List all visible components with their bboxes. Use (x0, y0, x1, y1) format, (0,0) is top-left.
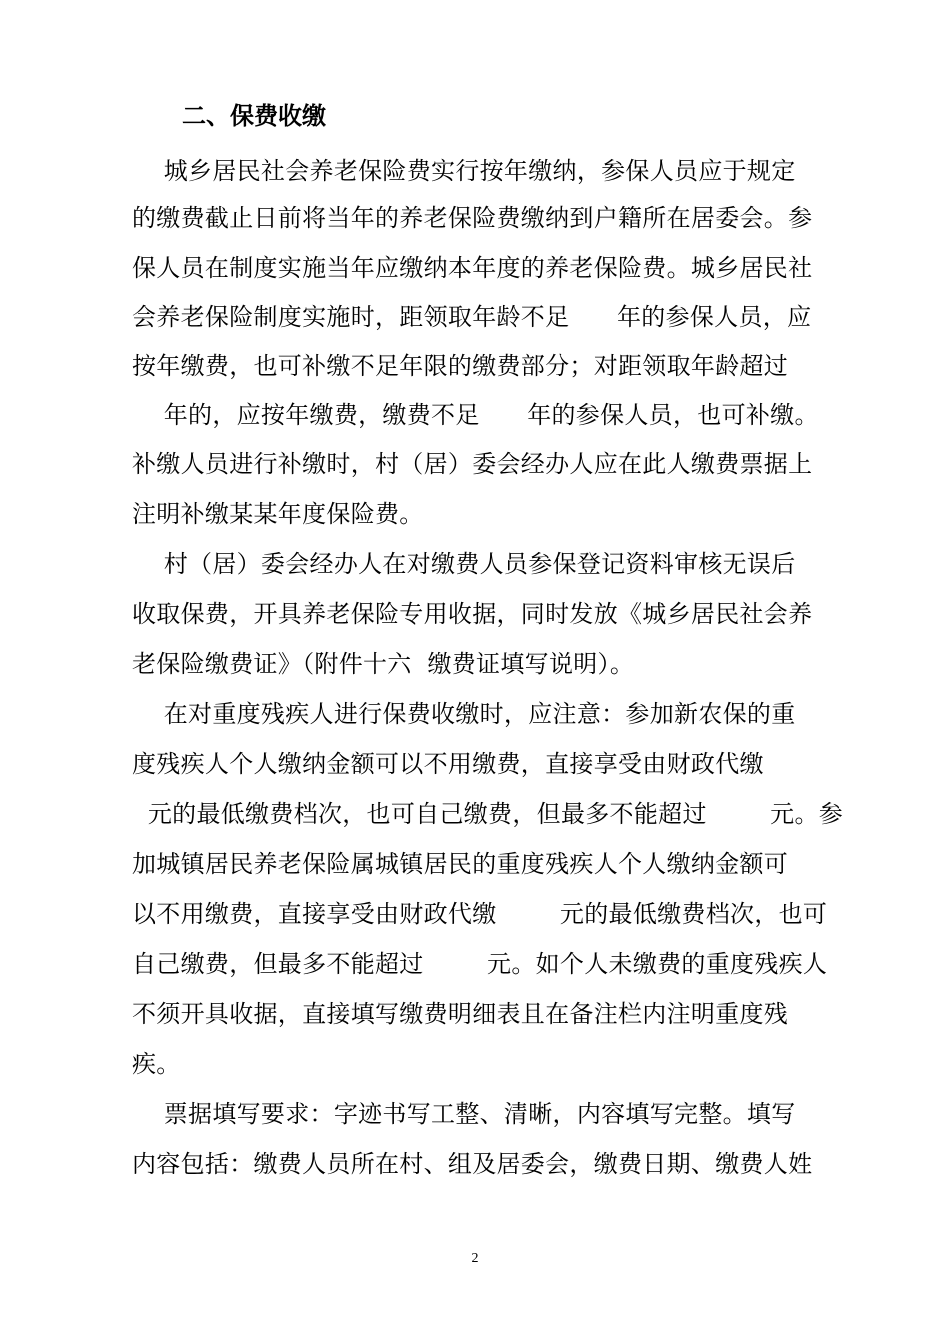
body-line-3: 保人员在制度实施当年应缴纳本年度的养老保险费。城乡居民社 (132, 254, 813, 282)
body-line-2: 的缴费截止日前将当年的养老保险费缴纳到户籍所在居委会。参 (132, 204, 813, 232)
body-line-4: 会养老保险制度实施时，距领取年龄不足 年的参保人员，应 (132, 303, 812, 331)
body-line-19: 疾。 (132, 1050, 181, 1078)
body-line-9: 村（居）委会经办人在对缴费人员参保登记资料审核无误后 (132, 550, 796, 578)
body-line-1: 城乡居民社会养老保险费实行按年缴纳，参保人员应于规定 (132, 157, 796, 185)
body-line-8: 注明补缴某某年度保险费。 (132, 500, 424, 528)
body-line-5: 按年缴费，也可补缴不足年限的缴费部分；对距领取年龄超过 (132, 352, 789, 380)
body-line-12: 在对重度残疾人进行保费收缴时，应注意：参加新农保的重 (132, 700, 796, 728)
body-line-7: 补缴人员进行补缴时，村（居）委会经办人应在此人缴费票据上 (132, 450, 813, 478)
body-line-11: 老保险缴费证》（附件十六 缴费证填写说明）。 (132, 650, 635, 678)
body-line-17: 自己缴费，但最多不能超过 元。如个人未缴费的重度残疾人 (132, 950, 828, 978)
body-line-10: 收取保费，开具养老保险专用收据，同时发放《城乡居民社会养 (132, 600, 813, 628)
body-line-15: 加城镇居民养老保险属城镇居民的重度残疾人个人缴纳金额可 (132, 850, 789, 878)
body-line-21: 内容包括：缴费人员所在村、组及居委会，缴费日期、缴费人姓 (132, 1150, 813, 1178)
body-line-20: 票据填写要求：字迹书写工整、清晰，内容填写完整。填写 (132, 1100, 796, 1128)
section-heading: 二、保费收缴 (182, 102, 326, 130)
body-line-13: 度残疾人个人缴纳金额可以不用缴费，直接享受由财政代缴 (132, 750, 764, 778)
body-line-14: 元的最低缴费档次，也可自己缴费，但最多不能超过 元。参 (132, 800, 844, 828)
body-line-6: 年的，应按年缴费，缴费不足 年的参保人员，也可补缴。 (132, 401, 819, 429)
page-number: 2 (471, 1251, 479, 1266)
body-line-16: 以不用缴费，直接享受由财政代缴 元的最低缴费档次，也可 (132, 900, 828, 928)
body-line-18: 不须开具收据，直接填写缴费明细表且在备注栏内注明重度残 (132, 1000, 789, 1028)
